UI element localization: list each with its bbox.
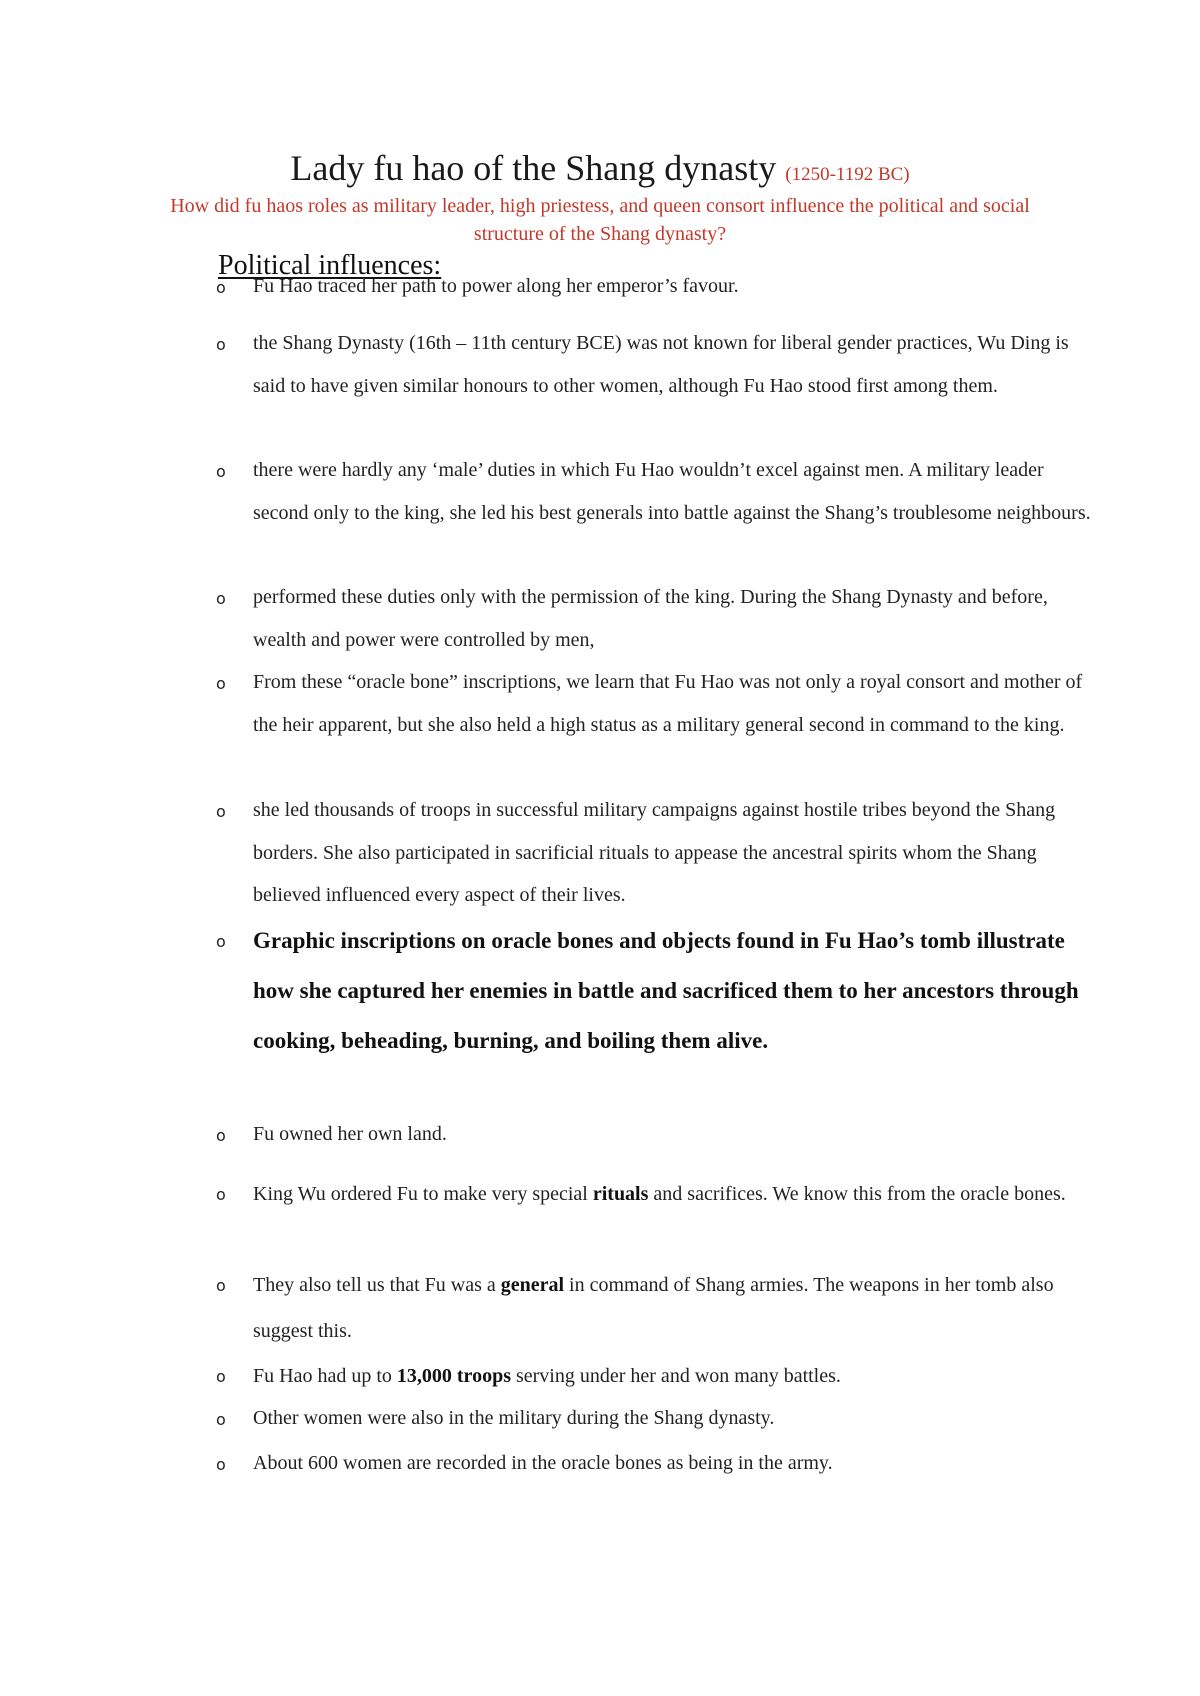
bullet-text: From these “oracle bone” inscriptions, we learn that Fu Hao was not only a royal consort and mother of the heir apparent, but she also held a high status as a military general second in command to the king. xyxy=(253,671,1083,736)
bullet-text: Graphic inscriptions on oracle bones and objects found in Fu Hao’s tomb illustrate how she captured her enemies in battle and sacrificed them to her ancestors through cooking, beheading, burning, and boiling them alive. xyxy=(253,928,1079,1053)
bullet-marker-icon: o xyxy=(216,462,226,481)
bullet-text xyxy=(253,1171,1093,1217)
title-dates: (1250-1192 BC) xyxy=(785,164,910,185)
bullet-text-run: and sacrifices. We know this from the oracle bones. xyxy=(648,1183,1066,1205)
research-question: How did fu haos roles as military leader, high priestess, and queen consort influence the political and social structure of the Shang dynasty? xyxy=(170,195,1030,245)
bullet-text: the Shang Dynasty (16th – 11th century BCE) was not known for liberal gender practices, Wu Ding is said to have given similar honours to other women, although Fu Hao stood first among them. xyxy=(253,332,1069,397)
bullet-bold-run: general xyxy=(500,1274,565,1296)
bullet-text-run: They also tell us that Fu was a xyxy=(253,1274,501,1296)
bullet-text: there were hardly any ‘male’ duties in which Fu Hao wouldn’t excel against men. A military leader second only to the king, she led his best generals into battle against the Shang’s troublesome neighbours. xyxy=(253,459,1091,524)
bullet-text xyxy=(253,1262,1093,1354)
bullet-marker-icon: o xyxy=(216,932,226,951)
bullet-marker-icon: o xyxy=(216,802,226,821)
bullet-text: performed these duties only with the permission of the king. During the Shang Dynasty and before, wealth and power were controlled by men, xyxy=(253,586,1048,651)
bullet-marker-icon: o xyxy=(216,1455,226,1474)
bullet-bold-run: rituals xyxy=(592,1183,649,1205)
title-text: Lady fu hao of the Shang dynasty xyxy=(290,148,777,188)
bullet-text: About 600 women are recorded in the oracle bones as being in the army. xyxy=(253,1452,833,1474)
bullet-marker-icon: o xyxy=(216,674,226,693)
bullet-text-run: in command of Shang armies. The weapons in her tomb also suggest this. xyxy=(253,1274,1054,1342)
document-title xyxy=(0,148,1200,195)
bullet-text xyxy=(253,1353,1093,1399)
bullet-marker-icon: o xyxy=(216,1367,226,1386)
bullet-text: Other women were also in the military during the Shang dynasty. xyxy=(253,1407,775,1429)
bullet-marker-icon: o xyxy=(216,335,226,354)
bullet-marker-icon: o xyxy=(216,1410,226,1429)
bullet-text-run: Fu Hao had up to xyxy=(253,1365,397,1387)
section-heading: Political influences: xyxy=(218,250,442,281)
bullet-text: Fu Hao traced her path to power along her emperor’s favour. xyxy=(253,275,739,297)
bullet-marker-icon: o xyxy=(216,1126,226,1145)
bullet-text-run: King Wu ordered Fu to make very special xyxy=(253,1183,593,1205)
bullet-text: Fu owned her own land. xyxy=(253,1123,447,1145)
bullet-marker-icon: o xyxy=(216,278,226,297)
bullet-marker-icon: o xyxy=(216,1276,226,1295)
bullet-bold-run: 13,000 troops xyxy=(396,1365,511,1387)
bullet-marker-icon: o xyxy=(216,589,226,608)
bullet-marker-icon: o xyxy=(216,1185,226,1204)
bullet-text: she led thousands of troops in successful military campaigns against hostile tribes beyond the Shang borders. She also participated in sacrificial rituals to appease the ancestral spirits whom the Shang believed influenced every aspect of their lives. xyxy=(253,799,1056,906)
bullet-text-run: serving under her and won many battles. xyxy=(510,1365,841,1387)
